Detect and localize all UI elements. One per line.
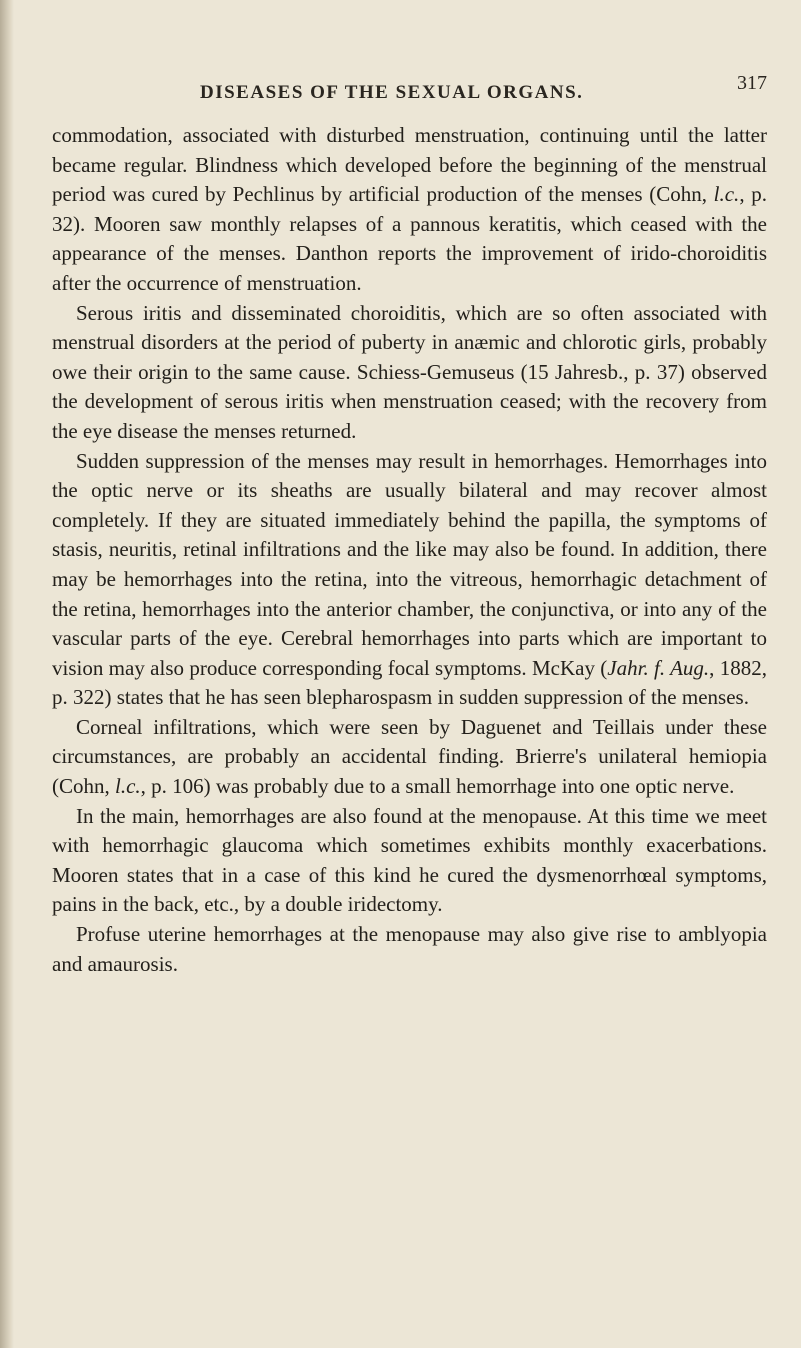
paragraph-corneal-infiltrations <box>52 713 767 802</box>
text-run: commodation, associated with disturbed menstruation, continuing until the latter became regular. Blindness which developed before the beginning of the menstrual period was cured by Pechlinus by artificial production of the menses (Cohn, <box>52 123 767 207</box>
page-number: 317 <box>737 72 767 94</box>
italic-citation: Jahr. f. Aug. <box>607 655 710 680</box>
text-run: Profuse uterine hemorrhages at the menopause may also give rise to amblyopia and amaurosis. <box>52 922 767 976</box>
paragraph-serous-iritis <box>52 299 767 447</box>
paragraph-sudden-suppression <box>52 447 767 713</box>
running-head <box>52 72 767 112</box>
text-run: Sudden suppression of the menses may result in hemorrhages. Hemorrhages into the optic nerve or its sheaths are usually bilateral and may recover almost completely. If they are situated immediately behind the papilla, the symptoms of stasis, neuritis, retinal infiltrations and the like may also be found. In addition, there may be hemorrhages into the retina, into the vitreous, hemorrhagic detachment of the retina, hemorrhages into the anterior chamber, the conjunctiva, or into any of the vascular parts of the eye. Cerebral hemorrhages into parts which are important to vision may also produce corresponding focal symptoms. McKay ( <box>52 448 767 680</box>
paragraph-uterine-hemorrhages <box>52 920 767 979</box>
paragraph-menopause <box>52 802 767 920</box>
text-run: , p. 106) was probably due to a small hemorrhage into one optic nerve. <box>140 774 735 799</box>
text-run: In the main, hemorrhages are also found at the menopause. At this time we meet with hemorrhagic glaucoma which sometimes exhibits monthly exacerbations. Mooren states that in a case of this kind he cured the dysmenorrhœal symptoms, pains in the back, etc., by a double iridectomy. <box>52 803 767 917</box>
page-binding-shadow <box>0 0 14 1348</box>
text-run: , p. 32). Mooren saw monthly relapses of a pannous keratitis, which ceased with the appearance of the menses. Danthon reports the improvement of irido-choroiditis after the occurrence of menstruation. <box>52 182 767 295</box>
italic-citation: l.c. <box>713 182 740 207</box>
text-run: Serous iritis and disseminated choroiditis, which are so often associated with menstrual disorders at the period of puberty in anæmic and chlorotic girls, probably owe their origin to the same cause. Schiess-Gemuseus (15 Jahresb., p. 37) observed the development of serous iritis when menstruation ceased; with the recovery from the eye disease the menses returned. <box>52 300 767 443</box>
text-run: , 1882, p. 322) states that he has seen blepharospasm in sudden suppression of the menses. <box>52 655 768 710</box>
running-title: DISEASES OF THE SEXUAL ORGANS. <box>200 82 584 103</box>
italic-citation: l.c. <box>115 774 141 799</box>
book-page <box>52 72 767 979</box>
text-run: Corneal infiltrations, which were seen by Daguenet and Teillais under these circumstances, are probably an accidental finding. Brierre's unilateral hemiopia (Cohn, <box>52 714 767 799</box>
body-text <box>52 121 767 979</box>
paragraph-continuation <box>52 121 767 299</box>
